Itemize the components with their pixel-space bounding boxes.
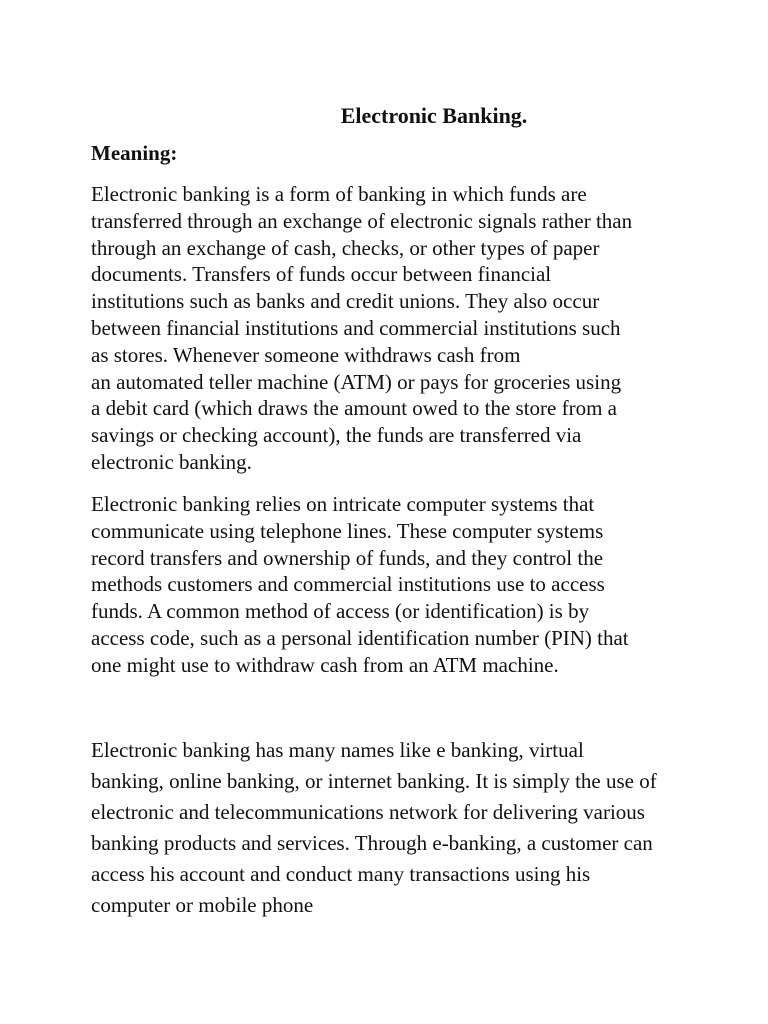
paragraph-definition: Electronic banking is a form of banking in which funds are transferred through an exchange of electronic signals rather than through an exchange of cash, checks, or other types of paper documents. Transfers of funds occur between financial institutions such as banks and credit unions. They also occur between financial institutions and commercial institutions such as stores. Whenever someone withdraws cash from an automated teller machine (ATM) or pays for groceries using a debit card (which draws the amount owed to the store from a savings or checking account), the funds are transferred via electronic banking. bbox=[91, 182, 633, 474]
paragraph-names: Electronic banking has many names like e banking, virtual banking, online banking, or internet banking. It is simply the use of electronic and telecommunications network for delivering various banking products and services. Through e-banking, a customer can access his account and conduct many transactions using his computer or mobile phone bbox=[91, 738, 657, 917]
paragraph-systems: Electronic banking relies on intricate computer systems that communicate using telephone lines. These computer systems record transfers and ownership of funds, and they control the methods customers and commercial institutions use to access funds. A common method of access (or identification) is by access code, such as a personal identification number (PIN) that one might use to withdraw cash from an ATM machine. bbox=[91, 492, 629, 677]
section-heading-meaning: Meaning: bbox=[91, 141, 178, 165]
page-title: Electronic Banking. bbox=[340, 103, 528, 128]
